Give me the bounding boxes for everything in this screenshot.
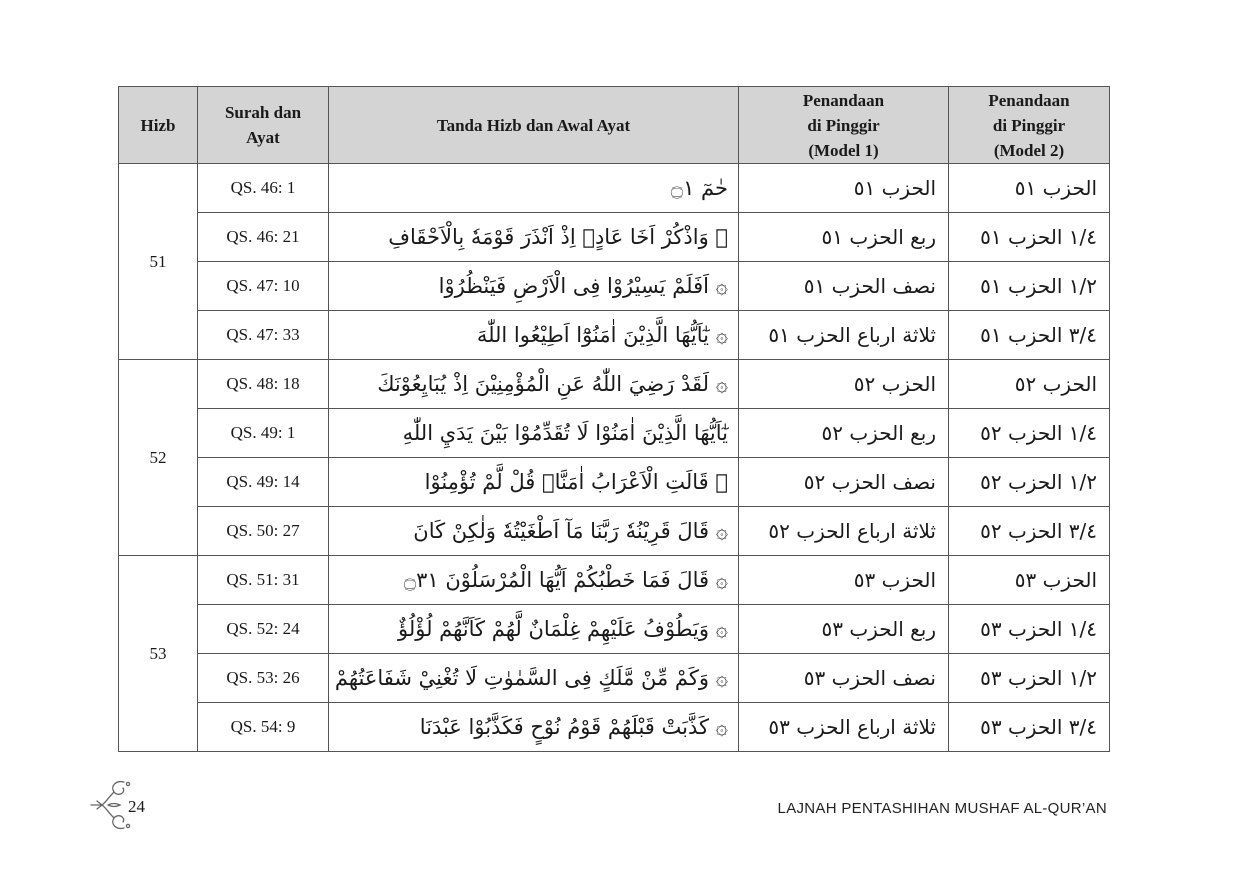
header-model1-line: (Model 1) <box>808 140 879 160</box>
header-model2-line: (Model 2) <box>993 140 1065 160</box>
surah-cell: QS. 48: 18 <box>198 360 329 409</box>
table-row <box>119 409 1110 458</box>
model2-cell: الحزب ٥١ <box>949 164 1110 213</box>
table-row <box>119 360 1110 409</box>
model2-cell: الحزب ٥٣ <box>949 556 1110 605</box>
header-model1 <box>739 87 949 164</box>
surah-cell: QS. 49: 1 <box>198 409 329 458</box>
running-title: LAJNAH PENTASHIHAN MUSHAF AL-QUR’AN <box>777 800 1107 817</box>
hizb-table <box>118 86 1110 752</box>
header-hizb: Hizb <box>119 87 198 164</box>
header-surah-line: Ayat <box>246 128 280 147</box>
ayat-cell: ۞ يٰٓاَيُّهَا الَّذِيْنَ اٰمَنُوْٓا اَطِيْعُوا اللّٰهَ <box>329 311 739 360</box>
model1-cell: الحزب ٥٢ <box>739 360 949 409</box>
surah-cell: QS. 52: 24 <box>198 605 329 654</box>
header-tanda: Tanda Hizb dan Awal Ayat <box>329 87 739 164</box>
model1-cell: الحزب ٥٣ <box>739 556 949 605</box>
ayat-cell: ۞ قَالَ فَمَا خَطْبُكُمْ اَيُّهَا الْمُرْسَلُوْنَ ۝٣١ <box>329 556 739 605</box>
model1-cell: نصف الحزب ٥٣ <box>739 654 949 703</box>
ayat-cell: يٰٓاَيُّهَا الَّذِيْنَ اٰمَنُوْا لَا تُقَدِّمُوْا بَيْنَ يَدَيِ اللّٰهِ <box>329 409 739 458</box>
ayat-cell: ۞ وَيَطُوْفُ عَلَيْهِمْ غِلْمَانٌ لَّهُمْ كَاَنَّهُمْ لُؤْلُؤٌ <box>329 605 739 654</box>
ayat-cell: ۞ وَكَمْ مِّنْ مَّلَكٍ فِى السَّمٰوٰتِ لَا تُغْنِيْ شَفَاعَتُهُمْ <box>329 654 739 703</box>
header-surah-line: Surah dan <box>224 103 302 122</box>
table-row <box>119 654 1110 703</box>
table-row <box>119 605 1110 654</box>
header-model1-line: di Pinggir <box>807 115 880 135</box>
hizb-number-cell: 52 <box>119 360 198 556</box>
model1-cell: نصف الحزب ٥١ <box>739 262 949 311</box>
surah-cell: QS. 49: 14 <box>198 458 329 507</box>
model1-cell: الحزب ٥١ <box>739 164 949 213</box>
surah-cell: QS. 53: 26 <box>198 654 329 703</box>
model2-cell: ٣/٤ الحزب ٥١ <box>949 311 1110 360</box>
model2-cell: ٣/٤ الحزب ٥٢ <box>949 507 1110 556</box>
surah-cell: QS. 47: 10 <box>198 262 329 311</box>
model1-cell: ربع الحزب ٥٣ <box>739 605 949 654</box>
model2-cell: ١/٢ الحزب ٥٣ <box>949 654 1110 703</box>
table-row <box>119 703 1110 752</box>
surah-cell: QS. 46: 21 <box>198 213 329 262</box>
table-row <box>119 458 1110 507</box>
surah-cell: QS. 47: 33 <box>198 311 329 360</box>
model1-cell: ثلاثة ارباع الحزب ٥٣ <box>739 703 949 752</box>
surah-cell: QS. 51: 31 <box>198 556 329 605</box>
hizb-number-cell: 51 <box>119 164 198 360</box>
model2-cell: الحزب ٥٢ <box>949 360 1110 409</box>
ayat-cell: ۞ كَذَّبَتْ قَبْلَهُمْ قَوْمُ نُوْحٍ فَكَذَّبُوْا عَبْدَنَا <box>329 703 739 752</box>
model1-cell: ثلاثة ارباع الحزب ٥٢ <box>739 507 949 556</box>
ayat-cell: ۞ اَفَلَمْ يَسِيْرُوْا فِى الْاَرْضِ فَيَنْظُرُوْا <box>329 262 739 311</box>
table-row <box>119 164 1110 213</box>
header-model2-line: di Pinggir <box>992 115 1066 135</box>
model1-cell: ربع الحزب ٥١ <box>739 213 949 262</box>
surah-cell: QS. 50: 27 <box>198 507 329 556</box>
header-model2 <box>949 87 1110 164</box>
model2-cell: ٣/٤ الحزب ٥٣ <box>949 703 1110 752</box>
table-row <box>119 311 1110 360</box>
model2-cell: ١/٢ الحزب ٥٢ <box>949 458 1110 507</box>
model2-cell: ١/٤ الحزب ٥٣ <box>949 605 1110 654</box>
ayat-cell: حٰمٓ ۝١ <box>329 164 739 213</box>
model1-cell: ربع الحزب ٥٢ <box>739 409 949 458</box>
header-surah <box>198 87 329 164</box>
table-row <box>119 556 1110 605</box>
model1-cell: نصف الحزب ٥٢ <box>739 458 949 507</box>
table-row <box>119 262 1110 311</box>
model2-cell: ١/٤ الحزب ٥٢ <box>949 409 1110 458</box>
model1-cell: ثلاثة ارباع الحزب ٥١ <box>739 311 949 360</box>
header-model1-line: Penandaan <box>802 90 885 110</box>
ayat-cell: ۞ وَاذْكُرْ اَخَا عَادٍۗ اِذْ اَنْذَرَ قَوْمَهٗ بِالْاَحْقَافِ <box>329 213 739 262</box>
hizb-number-cell: 53 <box>119 556 198 752</box>
ayat-cell: ۞ قَالَتِ الْاَعْرَابُ اٰمَنَّاۗ قُلْ لَّمْ تُؤْمِنُوْا <box>329 458 739 507</box>
table-row <box>119 213 1110 262</box>
surah-cell: QS. 46: 1 <box>198 164 329 213</box>
model2-cell: ١/٤ الحزب ٥١ <box>949 213 1110 262</box>
model2-cell: ١/٢ الحزب ٥١ <box>949 262 1110 311</box>
surah-cell: QS. 54: 9 <box>198 703 329 752</box>
page-number: 24 <box>128 797 145 816</box>
ayat-cell: ۞ قَالَ قَرِيْنُهٗ رَبَّنَا مَآ اَطْغَيْتُهٗ وَلٰكِنْ كَانَ <box>329 507 739 556</box>
header-model2-line: Penandaan <box>988 90 1070 110</box>
header-row <box>119 87 1110 164</box>
table-row <box>119 507 1110 556</box>
ayat-cell: ۞ لَقَدْ رَضِيَ اللّٰهُ عَنِ الْمُؤْمِنِيْنَ اِذْ يُبَايِعُوْنَكَ <box>329 360 739 409</box>
